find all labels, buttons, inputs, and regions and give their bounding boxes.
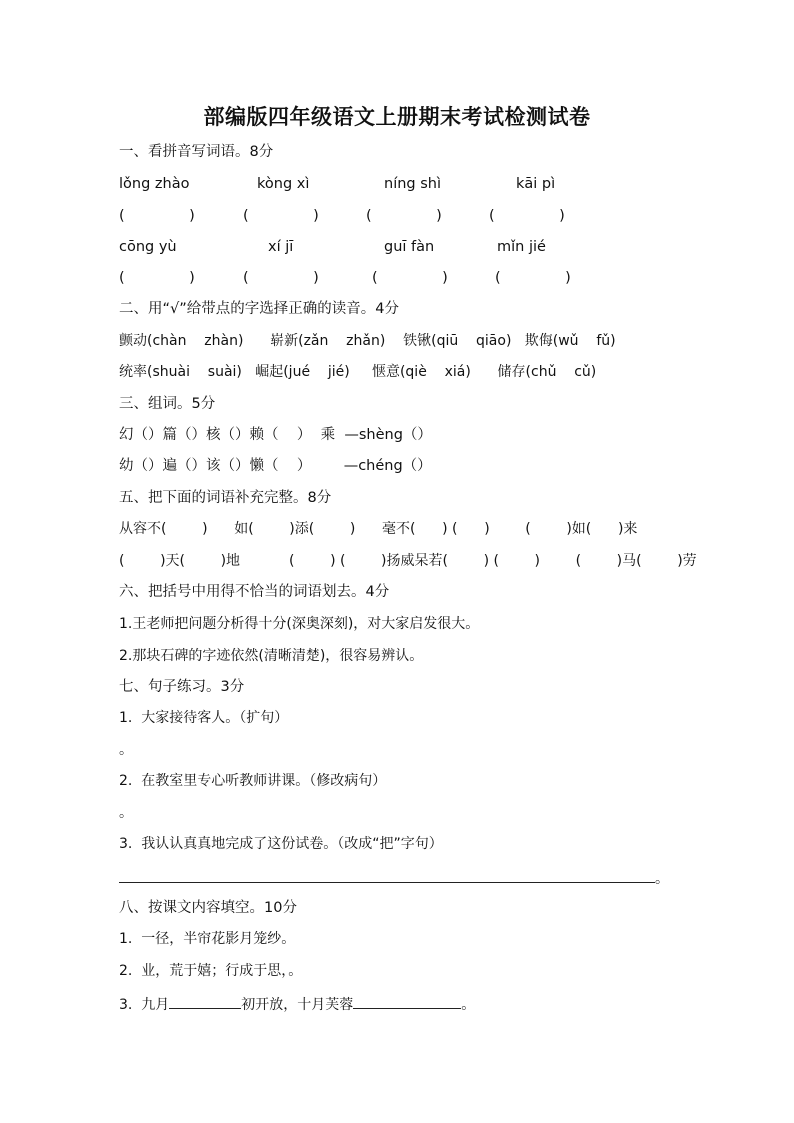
q7-answer-3[interactable] [119,866,669,886]
q7-item-1: 1. 大家接待客人。（扩句） [119,710,289,726]
q8-item-1: 1. 一径，半帘花影月笼纱。 [119,931,296,947]
q8-item-3 [119,992,475,1012]
q6-line-2: 2.那块石碑的字迹依然(清晰清楚)，很容易辨认。 [119,648,424,664]
fill-blank-1[interactable] [169,992,241,1009]
q8-item-3-middle: 初开放，十月芙蓉 [241,997,354,1013]
q1-pinyin-6: xí jī [268,239,294,255]
q1-pinyin-8: mǐn jié [497,239,546,255]
q8-item-2: 2. 业，荒于嬉；行成于思，。 [119,963,303,979]
q1-answer-3[interactable]: ( ) [366,208,442,224]
q1-answer-8[interactable]: ( ) [495,270,571,286]
q3-line-1: 幻（）篇（）核（）赖（ ） 乘 —shèng（） [119,427,432,443]
q1-pinyin-1: lǒng zhào [119,176,190,192]
q7-answer-2[interactable]: 。 [119,805,133,821]
q1-pinyin-7: guī fàn [384,239,435,255]
q1-pinyin-3: níng shì [384,176,441,192]
q1-answer-7[interactable]: ( ) [372,270,448,286]
q1-answer-5[interactable]: ( ) [119,270,195,286]
q1-answer-4[interactable]: ( ) [489,208,565,224]
q8-item-3-start: 3. 九月 [119,997,170,1013]
q1-answer-6[interactable]: ( ) [243,270,319,286]
q1-pinyin-5: cōng yù [119,239,177,255]
q1-heading: 一、看拼音写词语。8分 [119,144,274,160]
q7-heading: 七、句子练习。3分 [119,679,245,695]
q2-line-1: 颤动(chàn zhàn) 崭新(zǎn zhǎn) 铁锹(qiū qiāo) 欺侮(wǔ fǔ) [119,333,616,349]
q6-line-1: 1.王老师把问题分析得十分(深奥深刻)，对大家启发很大。 [119,616,480,632]
q8-heading: 八、按课文内容填空。10分 [119,900,297,916]
q2-heading: 二、用“√”给带点的字选择正确的读音。4分 [119,301,399,317]
q1-answer-2[interactable]: ( ) [243,208,319,224]
q5-line-1: 从容不( ) 如( )添( ) 毫不( ) ( ) ( )如( )来 [119,521,638,537]
q3-heading: 三、组词。5分 [119,396,216,412]
q5-line-2: ( )天( )地 ( ) ( )扬威呆若( ) ( ) ( )马( )劳 [119,553,697,569]
fill-blank-2[interactable] [353,992,461,1009]
q1-answer-1[interactable]: ( ) [119,208,195,224]
q1-pinyin-2: kòng xì [257,176,310,192]
q1-pinyin-4: kāi pì [516,176,556,192]
q7-item-3: 3. 我认认真真地完成了这份试卷。（改成“把”字句） [119,836,443,852]
q6-heading: 六、把括号中用得不恰当的词语划去。4分 [119,584,390,600]
q5-heading: 五、把下面的词语补充完整。8分 [119,490,332,506]
q7-item-2: 2. 在教室里专心听教师讲课。（修改病句） [119,773,387,789]
q2-line-2: 统率(shuài suài) 崛起(jué jié) 惬意(qiè xiá) 储存(chǔ cǔ) [119,364,597,380]
answer-period: 。 [655,871,669,887]
exam-title: 部编版四年级语文上册期末考试检测试卷 [203,105,591,129]
answer-blank-line[interactable] [119,866,655,883]
q8-item-3-end: 。 [461,997,476,1013]
q7-answer-1[interactable]: 。 [119,742,133,758]
q3-line-2: 幼（）遍（）该（）懒（ ） —chéng（） [119,458,432,474]
